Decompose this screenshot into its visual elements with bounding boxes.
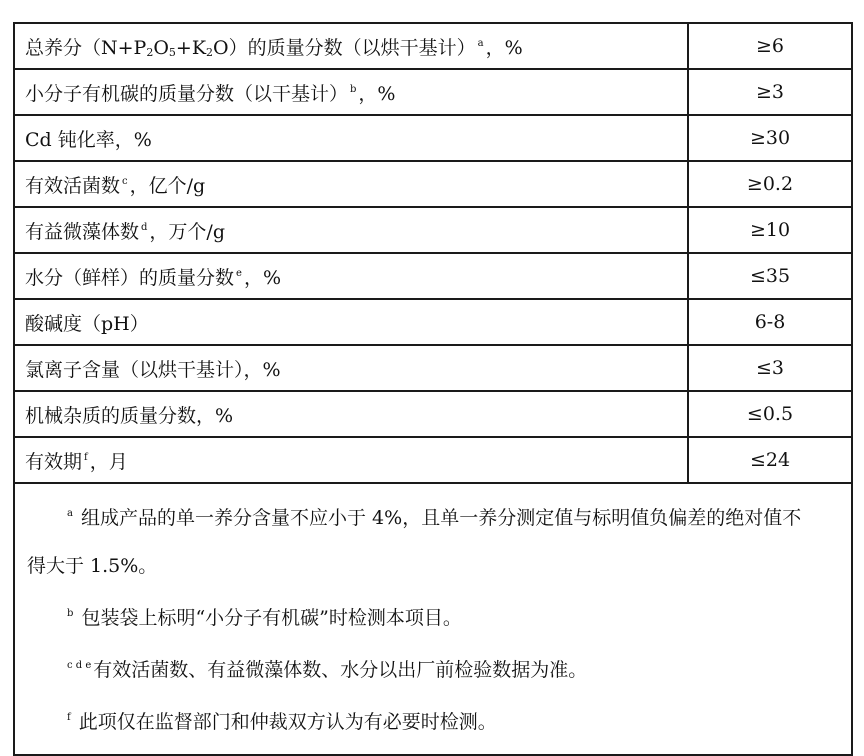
footnote-mark: b: [350, 83, 357, 95]
item-value: ≥0.2: [688, 161, 852, 207]
table-row: [14, 345, 852, 391]
note-a-continued: 得大于 1.5%。: [27, 555, 158, 577]
note-f: $^f$ 此项仅在监督部门和仲裁双方认为有必要时检测。: [67, 711, 497, 733]
item-label: 有效活菌数 $^c$ ，亿个/g: [14, 161, 688, 207]
item-value: ≤0.5: [688, 391, 852, 437]
item-value: ≥6: [688, 23, 852, 69]
table-row: [14, 207, 852, 253]
item-label: 机械杂质的质量分数，%: [14, 391, 688, 437]
note-b: $^b$ 包装袋上标明“小分子有机碳”时检测本项目。: [67, 607, 462, 629]
item-value: ≥3: [688, 69, 852, 115]
table-row: [14, 115, 852, 161]
spec-table: [13, 22, 853, 756]
table-row: [14, 161, 852, 207]
table-row: [14, 437, 852, 483]
item-value: ≤35: [688, 253, 852, 299]
footnote-mark: c: [122, 175, 128, 187]
item-label: 小分子有机碳的质量分数（以干基计） $^b$ ，%: [14, 69, 688, 115]
item-label: 水分（鲜样）的质量分数 $^e$ ，%: [14, 253, 688, 299]
item-label: 有效期 $^f$ ，月: [14, 437, 688, 483]
note-a: $^a$ 组成产品的单一养分含量不应小于 4%，且单一养分测定值与标明值负偏差的绝对值不: [67, 507, 802, 529]
item-value: ≤3: [688, 345, 852, 391]
item-label: Cd 钝化率，%: [14, 115, 688, 161]
notes-cell: [14, 483, 852, 755]
table-row: [14, 253, 852, 299]
table-row: [14, 23, 852, 69]
item-value: ≥30: [688, 115, 852, 161]
footnote-mark: f: [84, 451, 88, 463]
table-notes: [15, 484, 851, 754]
footnote-mark: a: [477, 37, 484, 49]
note-cde: $^{c d e}$ 有效活菌数、有益微藻体数、水分以出厂前检验数据为准。: [67, 659, 588, 681]
footnote-mark: d: [141, 221, 148, 233]
item-label: 氯离子含量（以烘干基计），%: [14, 345, 688, 391]
item-label: 酸碱度（pH）: [14, 299, 688, 345]
item-value: 6-8: [688, 299, 852, 345]
item-value: ≥10: [688, 207, 852, 253]
notes-row: [14, 483, 852, 755]
item-value: ≤24: [688, 437, 852, 483]
table-row: [14, 391, 852, 437]
item-label: 有益微藻体数 $^d$ ，万个/g: [14, 207, 688, 253]
table-row: [14, 299, 852, 345]
footnote-mark: e: [236, 267, 242, 279]
item-label: 总养分$(N+P_2O_5+K_2O)$的质量分数（以烘干基计） $^a$ ，%: [14, 23, 688, 69]
table-row: [14, 69, 852, 115]
